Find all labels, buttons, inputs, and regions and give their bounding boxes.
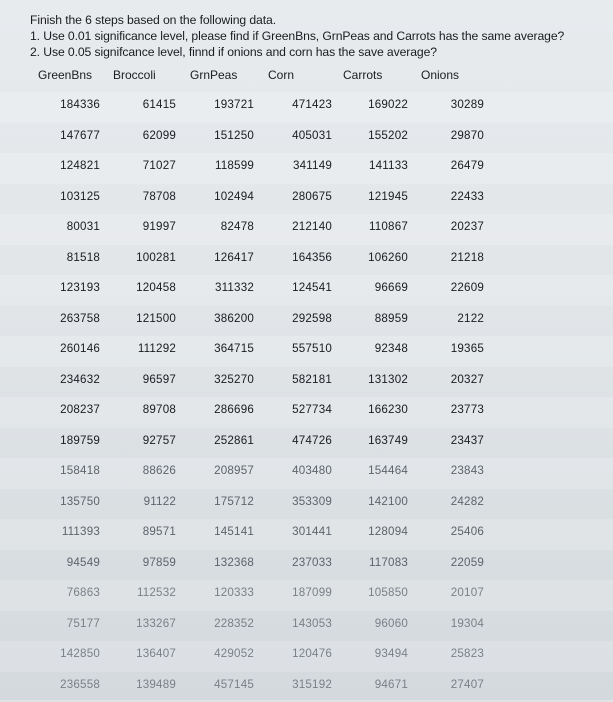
table-cell: 89708: [124, 403, 176, 416]
instruction-question-2: 2. Use 0.05 signifcance level, finnd if onions and corn has the save average?: [30, 44, 610, 60]
table-cell: 25823: [434, 647, 484, 660]
table-row: [0, 214, 613, 245]
table-cell: 88959: [354, 312, 408, 325]
table-cell: 29870: [434, 129, 484, 142]
table-cell: 78708: [124, 190, 176, 203]
table-cell: 155202: [354, 129, 408, 142]
table-cell: 386200: [200, 312, 254, 325]
table-cell: 118599: [200, 159, 254, 172]
column-header-onions: Onions: [421, 68, 459, 82]
table-cell: 26479: [434, 159, 484, 172]
table-cell: 145141: [200, 525, 254, 538]
table-cell: 106260: [354, 251, 408, 264]
table-cell: 142850: [46, 647, 100, 660]
table-cell: 582181: [278, 373, 332, 386]
table-cell: 184336: [46, 98, 100, 111]
table-cell: 105850: [354, 586, 408, 599]
table-cell: 141133: [354, 159, 408, 172]
table-cell: 110867: [354, 220, 408, 233]
table-cell: 212140: [278, 220, 332, 233]
table-row: [0, 550, 613, 581]
table-cell: 260146: [46, 342, 100, 355]
table-cell: 301441: [278, 525, 332, 538]
table-cell: 71027: [124, 159, 176, 172]
table-cell: 164356: [278, 251, 332, 264]
table-cell: 163749: [354, 434, 408, 447]
table-cell: 403480: [278, 464, 332, 477]
table-cell: 166230: [354, 403, 408, 416]
table-cell: 20107: [434, 586, 484, 599]
table-row: [0, 519, 613, 550]
table-cell: 429052: [200, 647, 254, 660]
table-cell: 92757: [124, 434, 176, 447]
table-cell: 25406: [434, 525, 484, 538]
table-cell: 325270: [200, 373, 254, 386]
table-cell: 315192: [278, 678, 332, 691]
table-cell: 131302: [354, 373, 408, 386]
table-cell: 237033: [278, 556, 332, 569]
column-header-grnpeas: GrnPeas: [190, 68, 237, 82]
table-cell: 80031: [46, 220, 100, 233]
table-cell: 132368: [200, 556, 254, 569]
table-row: [0, 275, 613, 306]
table-cell: 123193: [46, 281, 100, 294]
table-cell: 280675: [278, 190, 332, 203]
table-cell: 92348: [354, 342, 408, 355]
table-cell: 91122: [124, 495, 176, 508]
table-row: [0, 336, 613, 367]
table-cell: 20237: [434, 220, 484, 233]
table-cell: 143053: [278, 617, 332, 630]
table-cell: 311332: [200, 281, 254, 294]
table-row: [0, 397, 613, 428]
table-cell: 527734: [278, 403, 332, 416]
table-row: [0, 458, 613, 489]
table-cell: 100281: [124, 251, 176, 264]
table-row: [0, 92, 613, 123]
table-cell: 93494: [354, 647, 408, 660]
table-cell: 228352: [200, 617, 254, 630]
instruction-question-1: 1. Use 0.01 significance level, please find if GreenBns, GrnPeas and Carrots has the same average?: [30, 28, 610, 44]
table-cell: 364715: [200, 342, 254, 355]
table-cell: 208237: [46, 403, 100, 416]
table-cell: 263758: [46, 312, 100, 325]
table-cell: 175712: [200, 495, 254, 508]
table-cell: 124541: [278, 281, 332, 294]
table-row: [0, 367, 613, 398]
table-cell: 169022: [354, 98, 408, 111]
table-cell: 353309: [278, 495, 332, 508]
table-cell: 120458: [124, 281, 176, 294]
table-cell: 61415: [124, 98, 176, 111]
table-cell: 189759: [46, 434, 100, 447]
table-cell: 292598: [278, 312, 332, 325]
table-row: [0, 489, 613, 520]
table-cell: 154464: [354, 464, 408, 477]
table-cell: 142100: [354, 495, 408, 508]
instructions: [30, 12, 610, 60]
table-cell: 82478: [200, 220, 254, 233]
table-cell: 151250: [200, 129, 254, 142]
table-cell: 2122: [434, 312, 484, 325]
table-cell: 20327: [434, 373, 484, 386]
table-cell: 22059: [434, 556, 484, 569]
table-cell: 23437: [434, 434, 484, 447]
table-cell: 102494: [200, 190, 254, 203]
table-cell: 124821: [46, 159, 100, 172]
table-cell: 236558: [46, 678, 100, 691]
table-cell: 120476: [278, 647, 332, 660]
table-cell: 147677: [46, 129, 100, 142]
table-cell: 96060: [354, 617, 408, 630]
table-row: [0, 611, 613, 642]
table-cell: 22433: [434, 190, 484, 203]
table-cell: 96597: [124, 373, 176, 386]
table-cell: 135750: [46, 495, 100, 508]
instruction-intro: Finish the 6 steps based on the following data.: [30, 12, 610, 28]
table-cell: 23773: [434, 403, 484, 416]
table-cell: 187099: [278, 586, 332, 599]
column-header-carrots: Carrots: [343, 68, 382, 82]
table-cell: 457145: [200, 678, 254, 691]
table-cell: 62099: [124, 129, 176, 142]
table-cell: 286696: [200, 403, 254, 416]
table-cell: 133267: [124, 617, 176, 630]
table-cell: 471423: [278, 98, 332, 111]
table-cell: 405031: [278, 129, 332, 142]
data-table: [0, 92, 613, 702]
table-cell: 208957: [200, 464, 254, 477]
table-row: [0, 672, 613, 702]
table-cell: 96669: [354, 281, 408, 294]
table-cell: 139489: [124, 678, 176, 691]
column-header-corn: Corn: [268, 68, 294, 82]
table-cell: 193721: [200, 98, 254, 111]
table-row: [0, 153, 613, 184]
table-cell: 128094: [354, 525, 408, 538]
table-cell: 121500: [124, 312, 176, 325]
table-cell: 111393: [46, 525, 100, 538]
table-row: [0, 428, 613, 459]
table-cell: 111292: [124, 342, 176, 355]
table-cell: 19365: [434, 342, 484, 355]
table-row: [0, 641, 613, 672]
table-cell: 30289: [434, 98, 484, 111]
table-cell: 117083: [354, 556, 408, 569]
table-cell: 94549: [46, 556, 100, 569]
table-row: [0, 306, 613, 337]
table-cell: 126417: [200, 251, 254, 264]
table-cell: 557510: [278, 342, 332, 355]
table-cell: 103125: [46, 190, 100, 203]
table-cell: 88626: [124, 464, 176, 477]
table-cell: 121945: [354, 190, 408, 203]
table-row: [0, 123, 613, 154]
table-cell: 341149: [278, 159, 332, 172]
table-cell: 474726: [278, 434, 332, 447]
table-cell: 75177: [46, 617, 100, 630]
column-header-broccoli: Broccoli: [113, 68, 156, 82]
table-cell: 94671: [354, 678, 408, 691]
column-header-greenbns: GreenBns: [38, 68, 92, 82]
table-cell: 97859: [124, 556, 176, 569]
table-cell: 91997: [124, 220, 176, 233]
table-cell: 19304: [434, 617, 484, 630]
table-cell: 22609: [434, 281, 484, 294]
table-cell: 21218: [434, 251, 484, 264]
table-cell: 24282: [434, 495, 484, 508]
table-cell: 81518: [46, 251, 100, 264]
table-cell: 234632: [46, 373, 100, 386]
table-row: [0, 580, 613, 611]
table-cell: 23843: [434, 464, 484, 477]
table-cell: 252861: [200, 434, 254, 447]
table-cell: 112532: [124, 586, 176, 599]
table-row: [0, 184, 613, 215]
table-cell: 27407: [434, 678, 484, 691]
table-cell: 136407: [124, 647, 176, 660]
table-cell: 158418: [46, 464, 100, 477]
table-row: [0, 245, 613, 276]
table-cell: 76863: [46, 586, 100, 599]
table-cell: 120333: [200, 586, 254, 599]
table-cell: 89571: [124, 525, 176, 538]
column-headers: [0, 68, 613, 84]
